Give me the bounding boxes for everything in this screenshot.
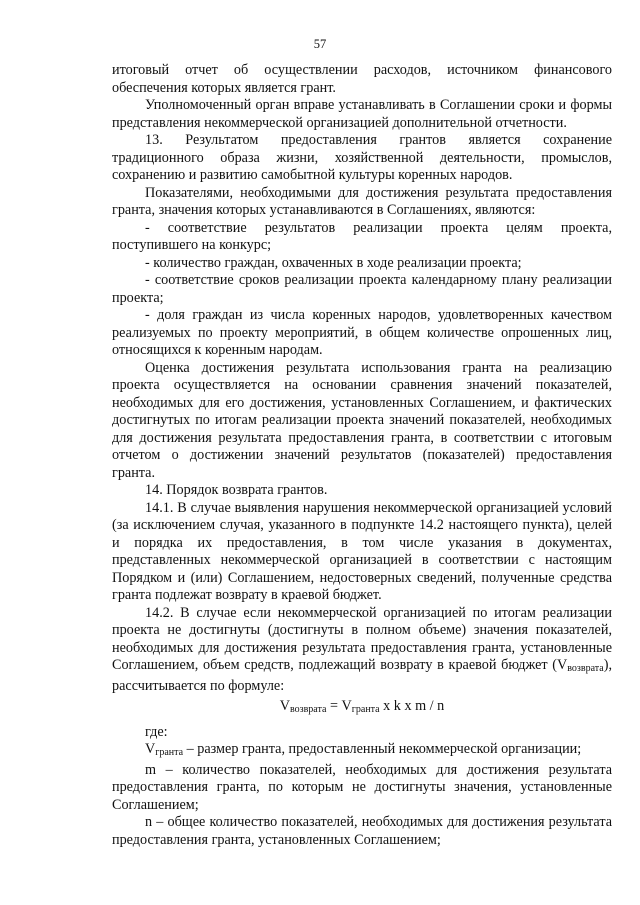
paragraph-14-heading: 14. Порядок возврата грантов. [145,482,328,498]
paragraph-14-2 [112,605,612,696]
v-return-subscript: возврата [567,663,604,674]
formula-rhs-sub: гранта [351,704,380,715]
paragraph-indicators: Показателями, необходимыми для достижения результата предоставления гранта, значения которых устанавливаются в Соглашениях, являются: [112,184,612,218]
formula-rhs-rest: x k x m / n [379,698,445,714]
paragraph-14-2-text: 14.2. В случае если некоммерческой организацией по итогам реализации проекта не достигнуты (достигнуты в полном объеме) значения показателей, необходимых для достижения результата предоставления гранта, установленные Соглашением, объем средств, подлежащий возврату в краевой бюджет (V [112,604,612,673]
def-sub: гранта [155,747,184,758]
paragraph-evaluation: Оценка достижения результата использования гранта на реализацию проекта осуществляется на основании сравнения значений показателей, необходимых для его достижения, установленных Соглашением, и фактических достигнутых по итогам реализации проекта значений показателей, необходимых для достижения результата предоставления гранта, в соответствии с итоговым отчетом о достижении значений результатов (показателей) предоставления гранта. [112,359,612,481]
definition-n: n – общее количество показателей, необходимых для достижения результата предоставления гранта, установленных Соглашением; [112,814,612,848]
definition-m: m – количество показателей, необходимых для достижения результата предоставления гранта, по которым не достигнуты значения, установленные Соглашением; [112,761,612,813]
definition-v-grant [112,741,612,762]
page-number: 57 [313,37,327,51]
def-var: V [145,741,156,757]
list-item: - соответствие сроков реализации проекта календарному плану реализации проекта; [112,272,612,306]
paragraph-authority: Уполномоченный орган вправе устанавливать в Соглашении сроки и формы представления некоммерческой организацией дополнительной отчетности. [112,97,612,131]
paragraph-14-2-end: ), рассчитывается по формуле: [112,657,612,694]
formula-lhs-sub: возврата [289,704,327,715]
formula-equals: = [326,698,342,714]
def-text: – размер гранта, предоставленный некоммерческой организации; [183,741,582,757]
return-formula [112,698,612,719]
where-label: где: [145,723,168,740]
body-text [112,62,612,849]
paragraph-13-result: 13. Результатом предоставления грантов является сохранение традиционного образа жизни, хозяйственной деятельности, промыслов, сохранению и развитию самобытной культуры коренных народов. [112,132,612,183]
list-item: - количество граждан, охваченных в ходе реализации проекта; [145,254,522,271]
list-item: - соответствие результатов реализации проекта целям проекта, поступившего на конкурс; [112,219,612,253]
paragraph-14-1: 14.1. В случае выявления нарушения некоммерческой организацией условий (за исключением случая, указанного в подпункте 14.2 настоящего пункта), целей и порядка их предоставления, в том числе указания в документах, представленных некоммерческой организацией в соответствии с настоящим Порядком и (или) Соглашением, недостоверных сведений, полученные средства гранта подлежат возврату в краевой бюджет. [112,499,612,603]
formula-rhs-var: V [341,698,352,714]
formula-lhs-var: V [279,698,290,714]
list-item: - доля граждан из числа коренных народов, удовлетворенных качеством реализуемых по проекту мероприятий, в общем количестве опрошенных лиц, относящихся к коренным народам. [112,307,612,358]
paragraph-report: итоговый отчет об осуществлении расходов, источником финансового обеспечения которых является грант. [112,62,612,96]
